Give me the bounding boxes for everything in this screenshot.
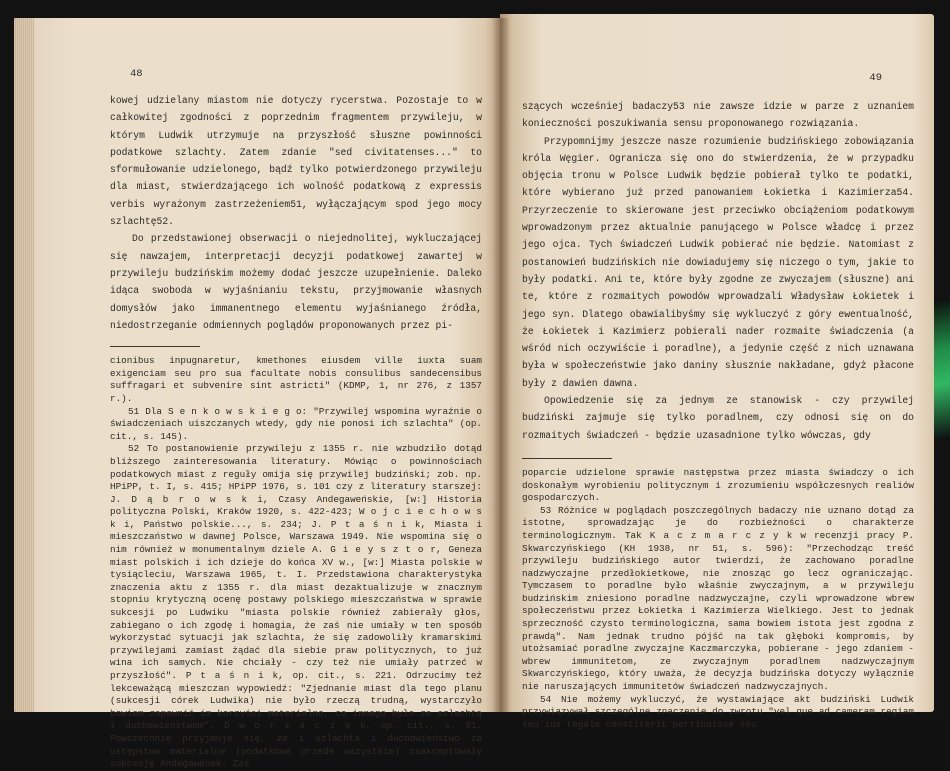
- footnote: cionibus inpugnaretur, kmethones eiusdem ville iuxta suam exigenciam seu pro sua facultate nobis consulibus sandecensibus suffragari et subvenire sint astricti" (KDMP, 1, nr 276, z 1357 r.).: [110, 355, 482, 404]
- footnotes: [110, 355, 482, 771]
- paragraph: Opowiedzenie się za jednym ze stanowisk - czy przywilej budziński zajmuje się tylko poradlnem, czy odnosi się on do rozmaitych świadczeń - będzie uzasadnione tylko wówczas, gdy: [522, 395, 914, 441]
- page-number: 49: [869, 72, 882, 84]
- book-spread: [14, 18, 934, 770]
- paragraph: kowej udzielany miastom nie dotyczy rycerstwa. Pozostaje to w całkowitej zgodności z poprzednim fragmentem przywileju, w którym Ludwik utrzymuje na przyszłość słuszne powinności podatkowe szlachty. Zatem zdanie "sed civitatenses..." to sformułowanie udzielonego, bądź tylko potwierdzonego przywileju dla miast, stwierdzającego ich wolność podatkową z expressis verbis wyrażonym zastrzeżeniem51, wyłączającym spod jego mocy szlachtę52.: [110, 95, 482, 228]
- footnote: poparcie udzielone sprawie następstwa przez miasta świadczy o ich doskonałym wyrobieniu politycznym i zrozumieniu współczesnych realiów gospodarczych.: [522, 466, 914, 504]
- footnote-rule: [522, 458, 612, 459]
- right-page: [500, 14, 934, 730]
- paragraph: Do przedstawionej obserwacji o niejednolitej, wykluczającej się nawzajem, interpretacji decyzji podatkowej zawartej w przywileju budzińskim możemy dodać jeszcze uzupełnienie. Daleko idąca swoboda w wyjaśnianiu tekstu, przyjmowanie własnych domysłów jako immanentnego elementu wyjaśnianego źródła, niedostrzeganie odmiennych poglądów proponowanych przez pi-: [110, 233, 482, 331]
- body-text: [522, 98, 914, 444]
- footnote: 54 Nie możemy wykluczyć, że wystawiające akt budziński Ludwik przywiązywał szczególne znaczenie do zwrotu "vel que ad cameram regiam seu ius regale constiterit pertinuisse seu: [522, 693, 914, 730]
- page-edge: [14, 18, 34, 712]
- paragraph: Przypomnijmy jeszcze nasze rozumienie budzińskiego zobowiązania króla Węgier. Ogranicza się ono do stwierdzenia, że w przypadku objęcia tronu w Polsce Ludwik będzie pobierał tylko te podatki, które wybierano już przed panowaniem Łokietka i Kazimierza54. Przyrzeczenie to skierowane jest przeciwko obciążeniom podatkowym wprowadzonym przez aktualnie panującego w Polsce władcę i przez jego ojca. Tych świadczeń Ludwik pobierać nie będzie. Natomiast z postanowień budzińskich nie dowiadujemy się niczego o tym, jakie to były podatki. Ani te, które były zgodne ze zwyczajem (słuszne) ani te, które z rozmaitych powodów wprowadzali Władysław Łokietek i jego syn. Dlatego obawialibyśmy się wykluczyć z góry ewentualność, że Łokietek i Kazimierz pobierali nader rozmaite świadczenia (a wśród nich oczywiście i poradlne), a jedynie część z nich uznawana była w społeczeństwie jako daniny słusznie nakładane, gdyż płacone były z dawien dawna.: [522, 135, 914, 389]
- page-number: 48: [130, 68, 143, 80]
- left-page: [14, 18, 500, 770]
- footnotes: [522, 467, 914, 731]
- footnote: 53 Różnice w poglądach poszczególnych badaczy nie uznano dotąd za istotne, sprowadzając je do rozbieżności o charakterze terminologicznym. Tak K a c z m a r c z y k w recenzji pracy P. Skwarczyńskiego (KH 1938, nr 51, s. 596): "Przechodząc treść przywileju budzińskiego autor twierdzi, że zachowano poradlne nadzwyczajne przedłokietkowe, nie znosząc go lecz ograniczając. Tymczasem to poradlne było właśnie zwyczajnym, a w przywileju budzińskim zniesiono poradlne nadzwyczajne, czyli wprowadzone wbrew społeczeństwu przez Łokietka i Kazimierza Wielkiego. Jest to jednak sprzeczność czysto terminologiczna, sama bowiem istota jest zgodna z prawdą". Nam jednak trudno pójść na tak głęboki kompromis, by utożsamiać poradlne zwyczajne Kaczmarczyka, pobierane - jego zdaniem - wbrew immunitetom, ze zwyczajnym poradlnem nadzwyczajnym Skwarczyńskiego, który uważa, że decyzja budzińska dotyczy wyłącznie nie naruszających immunitetów świadczeń nadzwyczajnych.: [522, 504, 914, 693]
- footnote-rule: [110, 346, 200, 347]
- footnote: 51 Dla S e n k o w s k i e g o: "Przywilej wspomina wyraźnie o świadczeniach uiszczanych wtedy, gdy nie ponosi ich szlachta" (op. cit., s. 145).: [110, 405, 482, 442]
- paragraph: szących wcześniej badaczy53 nie zawsze idzie w parze z uznaniem konieczności poszukiwania sensu proponowanego rozwiązania.: [522, 101, 914, 130]
- footnote: 52 To postanowienie przywileju z 1355 r. nie wzbudziło dotąd bliższego zainteresowania literatury. Mówiąc o powinnościach podatkowych miast z reguły omija się przywilej budziński; zob. np. HPiPP, t. I, s. 415; HPiPP 1976, s. 101 czy z literatury starszej: J. D ą b r o w s k i, Czasy Andegaweńskie, [w:] Historia polityczna Polski, Kraków 1920, s. 422-423; W o j c i e c h o w s k i, Państwo polskie..., s. 234; J. P t a ś n i k, Miasta i mieszczaństwo w dawnej Polsce, Warszawa 1949. Nie wspomina się o nim również w monumentalnym dziele A. G i e y s z t o r, Geneza miast polskich i ich dzieje do końca XV w., [w:] Miasta polskie w tysiącleciu, Warszawa 1965, t. I. Przedstawiona charakterystyka znaczenia aktu z 1355 r. dla miast dezaktualizuje w znacznym stopniu krytyczną ocenę postawy polskiego mieszczaństwa w sprawie sukcesji po Ludwiku "miasta polskie również zabierały głos, zabiegano o ich zgodę i homagia, że zaś nie umiały w ten sposób wykorzystać sytuacji jak szlachta, że się zadowoliły kramarskimi przywilejami zamiast żądać dla siebie praw politycznych, to już wina ich samych. Nie chciały - czy też nie umiały patrzeć w przyszłość". P t a ś n i k, op. cit., s. 221. Odrzucimy też lekceważącą mieszczan wypowiedź: "Zjednanie miast dla tego planu (sukcesji córek Ludwika) nie było rzeczą trudną, wystarczyło bowiem zapewnić im korzyści materialne, co innego było ze szlachtą i duchowieństwem", D w o r z a c z e k, op. cit., s. 91. Powszechnie przyjmuje się, że i szlachta i duchowieństwo za ustępstwa materialne (podatkowe przede wszystkim) zaakceptowały sukcesję Andegawenek. Zaś: [110, 443, 482, 770]
- body-text: [110, 92, 482, 334]
